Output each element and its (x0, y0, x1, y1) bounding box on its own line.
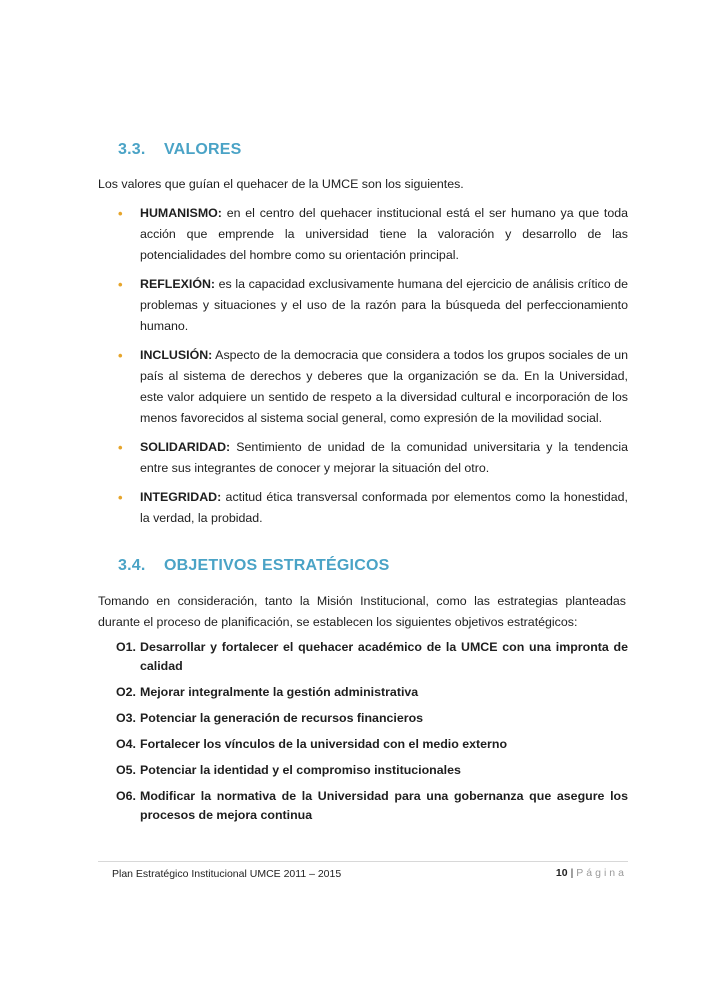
value-description: en el centro del quehacer institucional está el ser humano ya que toda acción que emprende la universidad tiene la valoración y desarrollo de las potencialidades del hombre como su orientación principal. (140, 206, 628, 262)
value-description: Aspecto de la democracia que considera a todos los grupos sociales de un país al sistema de derechos y deberes que la organización se da. En la Universidad, este valor adquiere un sentido de respeto a la diversidad cultural e incorporación de los menos favorecidos al sistema social general, como expresión de la movilidad social. (140, 348, 628, 425)
value-item-inclusion (118, 345, 628, 429)
page-word: Página (576, 867, 627, 879)
objectives-intro: Tomando en consideración, tanto la Misión Institucional, como las estrategias planteadas durante el proceso de planificación, se establecen los siguientes objetivos estratégicos: (98, 594, 626, 629)
objective-code: O1. (116, 640, 136, 654)
objective-text: Potenciar la identidad y el compromiso institucionales (140, 763, 461, 777)
objective-text: Potenciar la generación de recursos financieros (140, 711, 424, 725)
footer-divider (98, 861, 628, 862)
values-heading (118, 141, 242, 159)
footer-document-title: Plan Estratégico Institucional UMCE 2011 – 2015 (112, 868, 342, 880)
footer-separator: | (570, 867, 574, 879)
objective-code: O2. (116, 685, 136, 699)
value-term: INCLUSIÓN: (140, 348, 213, 362)
bullet-icon: • (118, 490, 123, 505)
objective-item-o5 (116, 761, 628, 780)
footer-page-indicator (556, 867, 627, 879)
objective-text: Mejorar integralmente la gestión administrativa (140, 685, 419, 699)
objectives-list (116, 638, 628, 832)
objective-item-o2 (116, 683, 628, 702)
bullet-icon: • (118, 206, 123, 221)
objective-text: Desarrollar y fortalecer el quehacer académico de la UMCE con una impronta de calidad (140, 640, 628, 673)
page-number: 10 (555, 867, 568, 879)
value-description: es la capacidad exclusivamente humana del ejercicio de análisis crítico de problemas y situaciones y el uso de la razón para la búsqueda del perfeccionamiento humano. (140, 277, 628, 333)
value-item-reflexion (118, 274, 628, 337)
value-term: HUMANISMO: (140, 206, 222, 220)
value-item-solidaridad (118, 437, 628, 479)
values-heading-number: 3.3. (118, 141, 146, 158)
value-description: Sentimiento de unidad de la comunidad universitaria y la tendencia entre sus integrantes de conocer y mejorar la situación del otro. (140, 440, 628, 475)
objective-text: Modificar la normativa de la Universidad para una gobernanza que asegure los procesos de mejora continua (140, 789, 628, 822)
values-intro: Los valores que guían el quehacer de la UMCE son los siguientes. (98, 177, 464, 191)
value-term: INTEGRIDAD: (140, 490, 222, 504)
objective-code: O4. (116, 737, 136, 751)
bullet-icon: • (118, 440, 123, 455)
objectives-heading-title: OBJETIVOS ESTRATÉGICOS (164, 557, 390, 574)
values-list (118, 203, 628, 537)
objectives-heading (118, 557, 389, 575)
objective-item-o4 (116, 735, 628, 754)
value-item-integridad (118, 487, 628, 529)
value-item-humanismo (118, 203, 628, 266)
objective-item-o3 (116, 709, 628, 728)
objective-code: O5. (116, 763, 136, 777)
objective-item-o6 (116, 787, 628, 825)
bullet-icon: • (118, 348, 123, 363)
objective-text: Fortalecer los vínculos de la universidad con el medio externo (140, 737, 508, 751)
value-description: actitud ética transversal conformada por elementos como la honestidad, la verdad, la probidad. (140, 490, 628, 525)
objective-item-o1 (116, 638, 628, 676)
values-heading-title: VALORES (164, 141, 242, 158)
objective-code: O6. (116, 789, 136, 803)
bullet-icon: • (118, 277, 123, 292)
value-term: REFLEXIÓN: (140, 277, 216, 291)
objective-code: O3. (116, 711, 136, 725)
value-term: SOLIDARIDAD: (140, 440, 231, 454)
objectives-heading-number: 3.4. (118, 557, 146, 574)
